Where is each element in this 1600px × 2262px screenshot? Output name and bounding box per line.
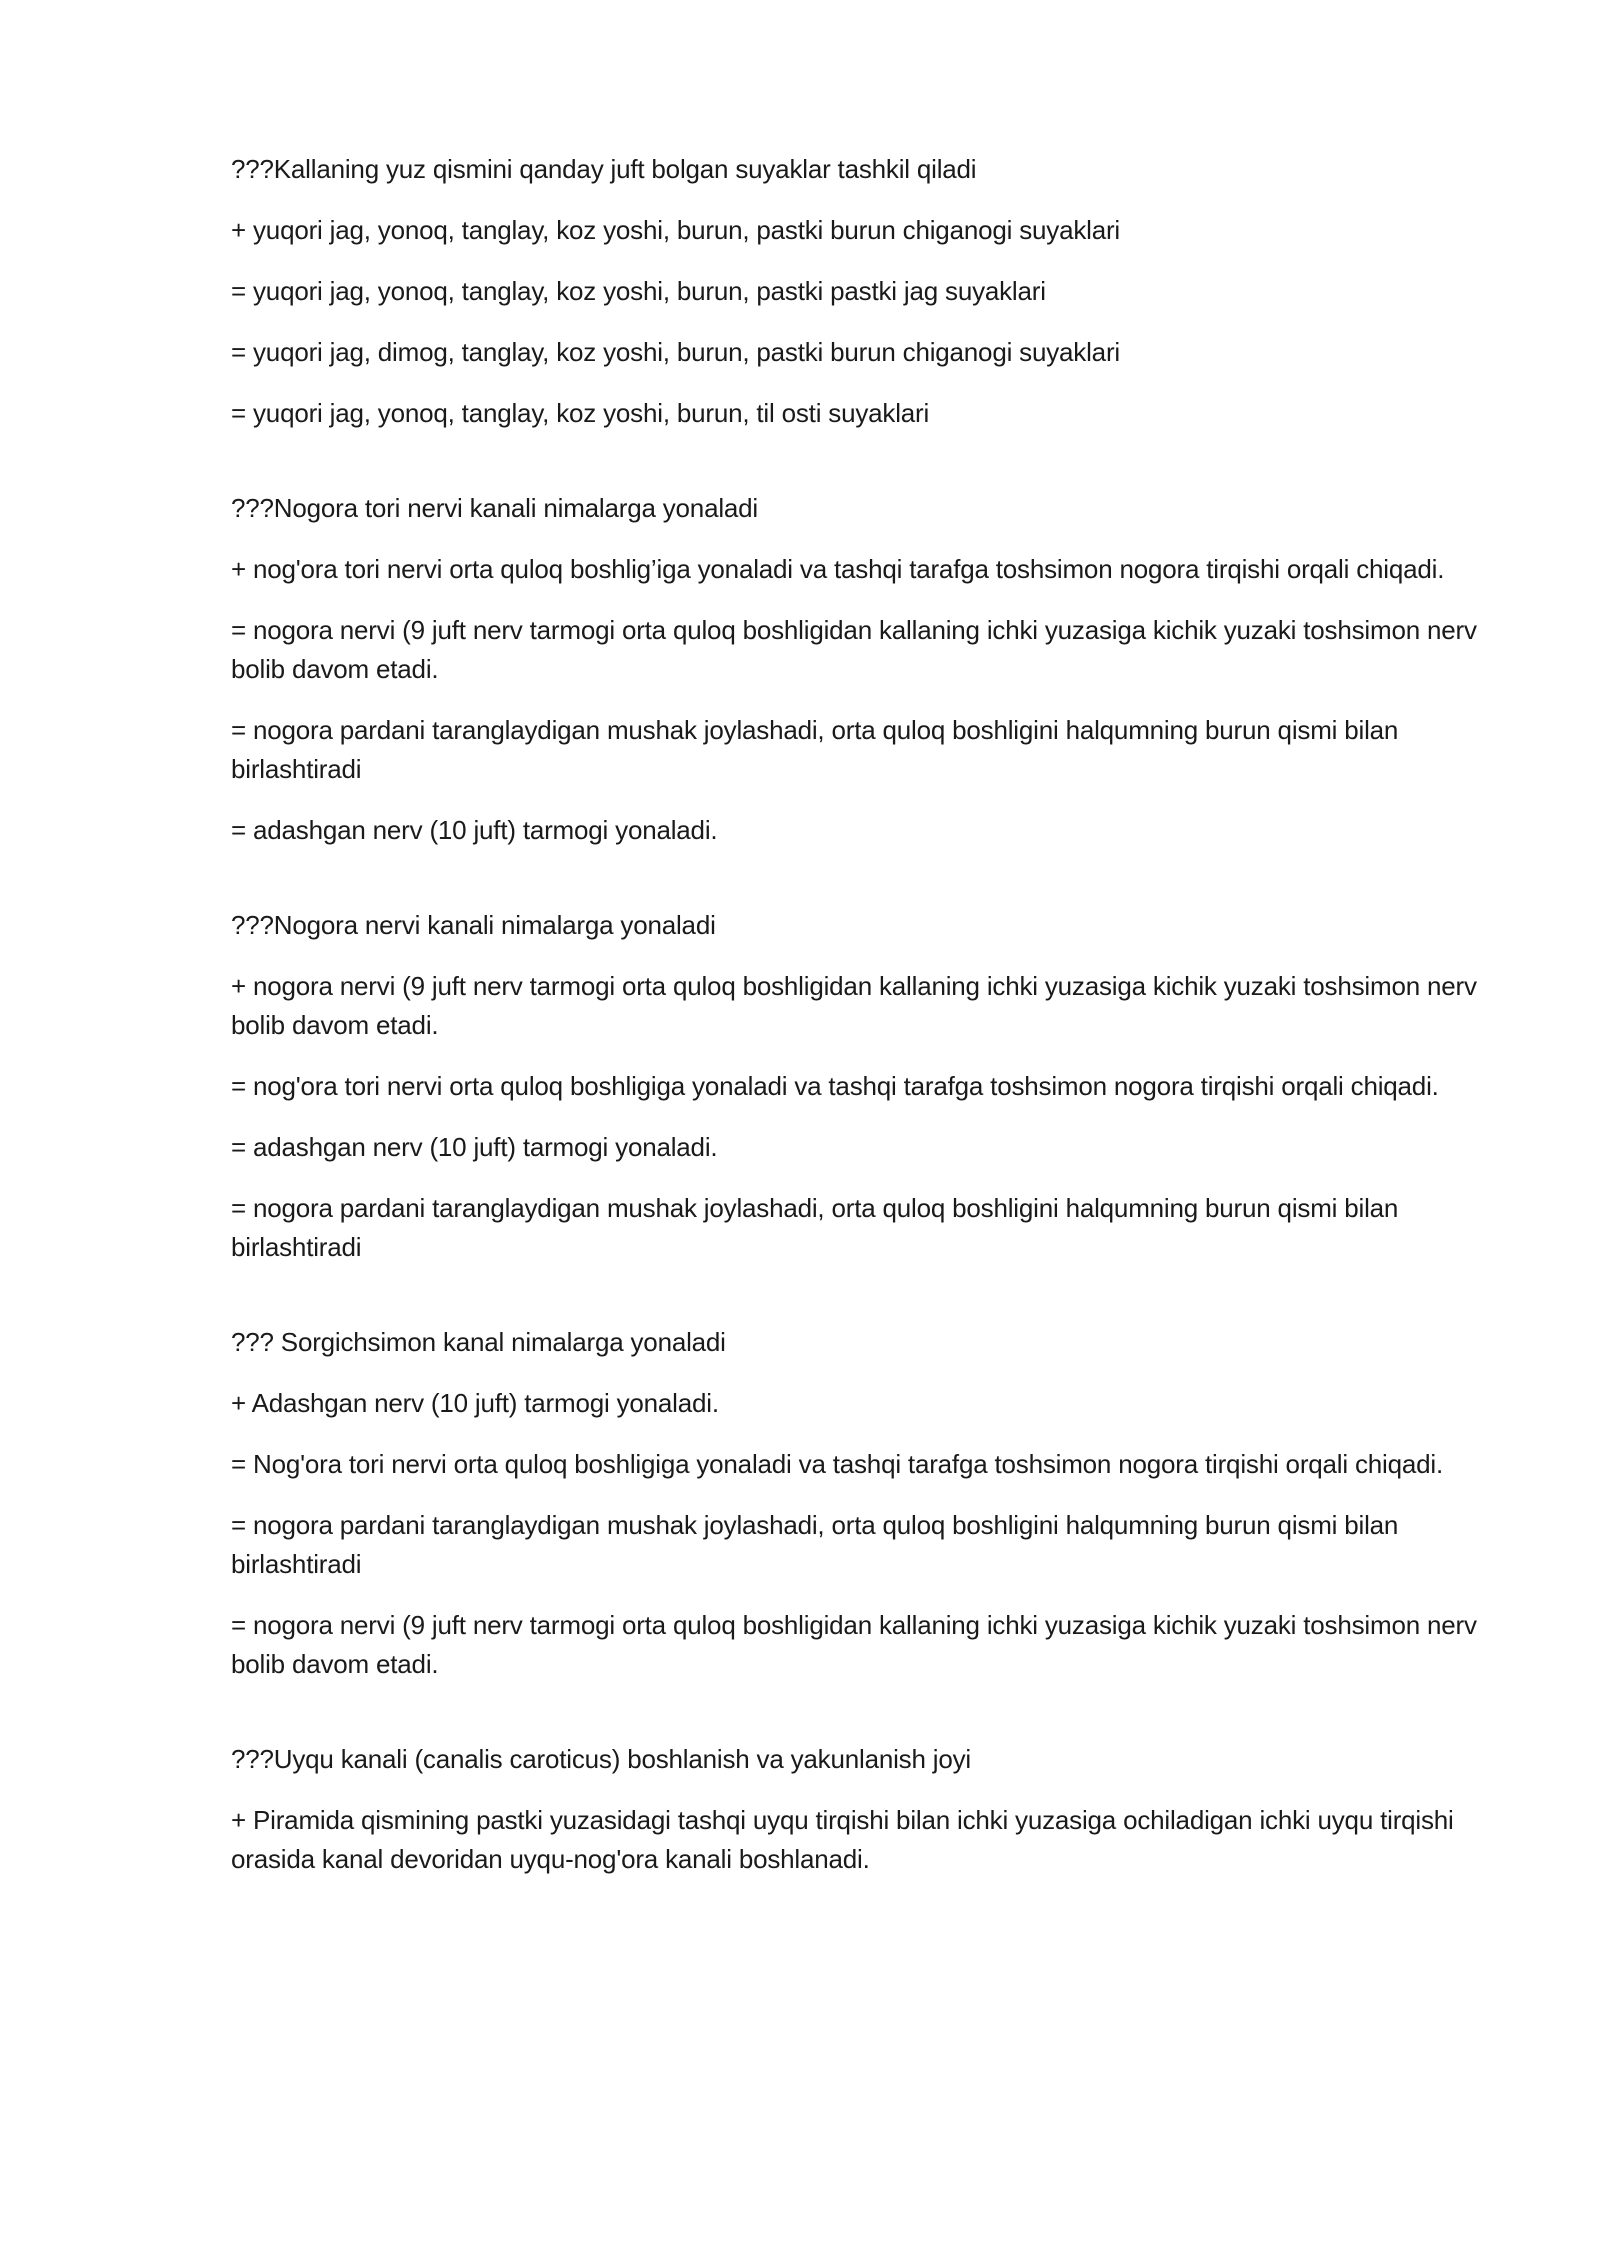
answer-option: = nog'ora tori nervi orta quloq boshligiga yonaladi va tashqi tarafga toshsimon nogora tirqishi orqali chiqadi. [231,1071,1439,1101]
question-text: ???Uyqu kanali (canalis caroticus) boshlanish va yakunlanish joyi [231,1744,971,1774]
answer-option: = Nog'ora tori nervi orta quloq boshligiga yonaladi va tashqi tarafga toshsimon nogora tirqishi orqali chiqadi. [231,1449,1443,1479]
answer-option: = adashgan nerv (10 juft) tarmogi yonaladi. [231,815,718,845]
question-text: ??? Sorgichsimon kanal nimalarga yonaladi [231,1327,726,1357]
answer-option: = yuqori jag, dimog, tanglay, koz yoshi, burun, pastki burun chiganogi suyaklari [231,337,1120,367]
question-text: ???Kallaning yuz qismini qanday juft bolgan suyaklar tashkil qiladi [231,154,977,184]
answer-option: = nogora pardani taranglaydigan mushak joylashadi, orta quloq boshligini halqumning burun qismi bilan birlashtiradi [231,1193,1399,1262]
answer-option-correct: + nogora nervi (9 juft nerv tarmogi orta quloq boshligidan kallaning ichki yuzasiga kichik yuzaki toshsimon nerv bolib davom etadi. [231,971,1477,1040]
answer-option-correct: + nog'ora tori nervi orta quloq boshlig’iga yonaladi va tashqi tarafga toshsimon nogora tirqishi orqali chiqadi. [231,554,1445,584]
question-text: ???Nogora tori nervi kanali nimalarga yonaladi [231,493,758,523]
document-page [231,150,1501,1935]
question-block-2 [231,489,1501,850]
answer-option: = yuqori jag, yonoq, tanglay, koz yoshi, burun, til osti suyaklari [231,398,930,428]
answer-option-correct: + yuqori jag, yonoq, tanglay, koz yoshi, burun, pastki burun chiganogi suyaklari [231,215,1120,245]
answer-option-correct: + Piramida qismining pastki yuzasidagi tashqi uyqu tirqishi bilan ichki yuzasiga ochiladigan ichki uyqu tirqishi orasida kanal devoridan uyqu-nog'ora kanali boshlanadi. [231,1805,1454,1874]
answer-option: = yuqori jag, yonoq, tanglay, koz yoshi, burun, pastki pastki jag suyaklari [231,276,1046,306]
answer-option-correct: + Adashgan nerv (10 juft) tarmogi yonaladi. [231,1388,719,1418]
question-block-5 [231,1740,1501,1879]
question-block-1 [231,150,1501,433]
answer-option: = nogora nervi (9 juft nerv tarmogi orta quloq boshligidan kallaning ichki yuzasiga kichik yuzaki toshsimon nerv bolib davom etadi. [231,615,1477,684]
question-block-4 [231,1323,1501,1684]
question-block-3 [231,906,1501,1267]
answer-option: = nogora nervi (9 juft nerv tarmogi orta quloq boshligidan kallaning ichki yuzasiga kichik yuzaki toshsimon nerv bolib davom etadi. [231,1610,1477,1679]
answer-option: = adashgan nerv (10 juft) tarmogi yonaladi. [231,1132,718,1162]
answer-option: = nogora pardani taranglaydigan mushak joylashadi, orta quloq boshligini halqumning burun qismi bilan birlashtiradi [231,1510,1399,1579]
answer-option: = nogora pardani taranglaydigan mushak joylashadi, orta quloq boshligini halqumning burun qismi bilan birlashtiradi [231,715,1399,784]
question-text: ???Nogora nervi kanali nimalarga yonaladi [231,910,716,940]
